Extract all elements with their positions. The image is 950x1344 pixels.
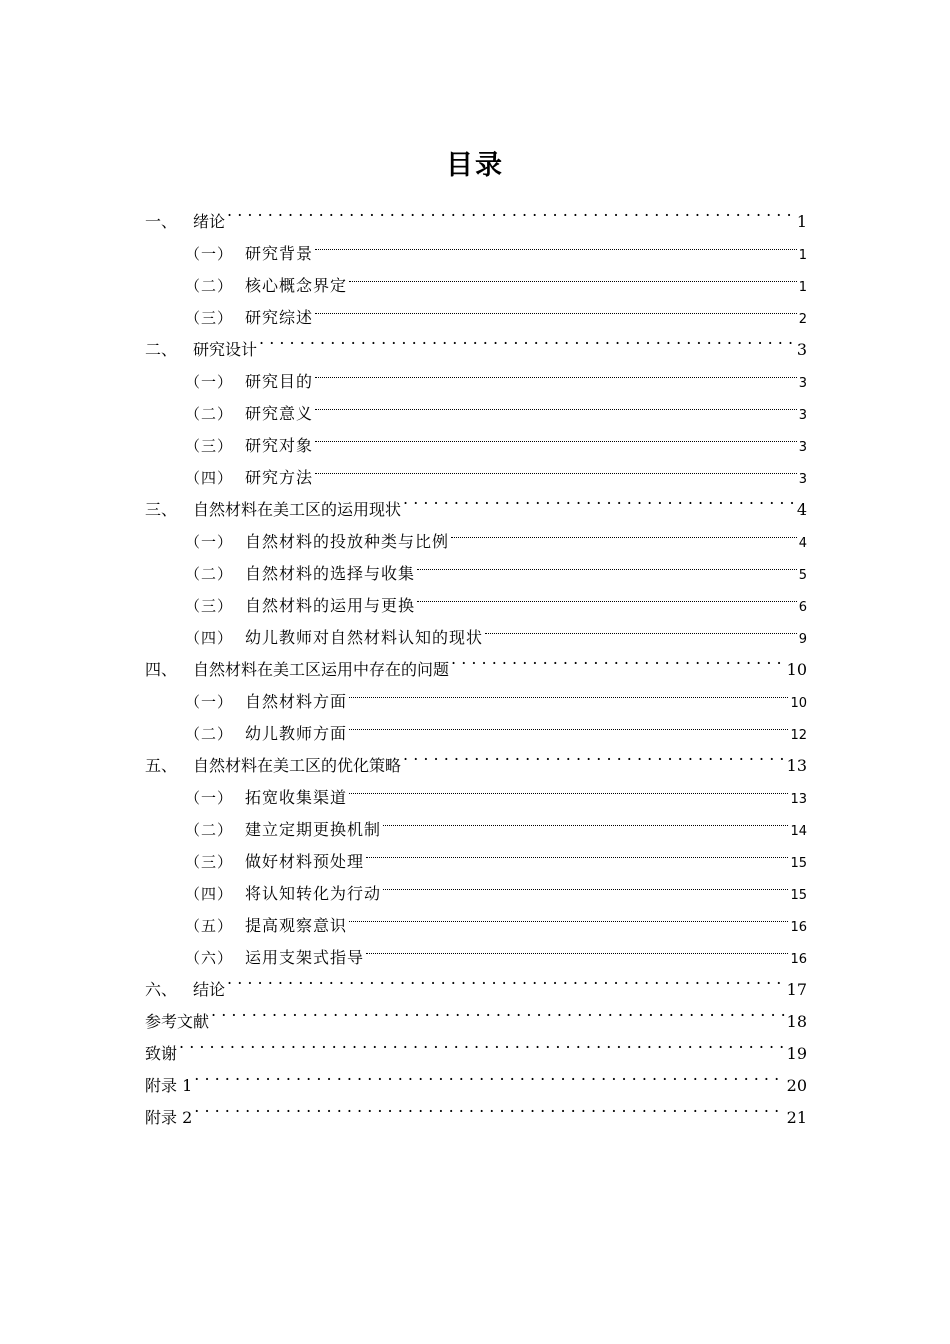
toc-entry-page: 14 [790, 824, 807, 839]
toc-title: 目录 [446, 150, 504, 181]
toc-entry[interactable] [145, 1091, 807, 1127]
dot-leader [383, 867, 788, 899]
dot-leader [349, 259, 797, 291]
toc-entry-number: 二、 [145, 340, 178, 359]
toc-entry-number: （一） [185, 245, 234, 263]
toc-entry-page: 1 [798, 280, 807, 295]
toc-entry[interactable] [145, 1027, 807, 1063]
toc-entry-page: 3 [798, 376, 807, 391]
toc-entry-number: （三） [185, 597, 234, 615]
dot-leader [349, 675, 788, 707]
toc-entry-label: 自然材料在美工区的优化策略 [193, 756, 402, 775]
toc-entry-page: 13 [786, 756, 807, 775]
toc-entry-page: 10 [790, 696, 807, 711]
dot-leader [211, 995, 785, 1027]
toc-entry-label: 自然材料在美工区的运用现状 [193, 500, 402, 519]
toc-entry-number: （四） [185, 885, 234, 903]
toc-entry-label: 提高观察意识 [245, 916, 348, 935]
toc-entry[interactable] [145, 227, 807, 263]
toc-entry-label: 附录 2 [145, 1108, 193, 1127]
toc-entry-page: 3 [798, 472, 807, 487]
dot-leader [315, 355, 797, 387]
dot-leader [417, 547, 797, 579]
toc-entry-page: 4 [798, 536, 807, 551]
toc-entry-label: 研究方法 [245, 468, 314, 487]
toc-entry-label: 结论 [193, 980, 226, 999]
toc-entry-number: （三） [185, 853, 234, 871]
toc-entry-number: （二） [185, 565, 234, 583]
toc-entry-label: 绪论 [193, 212, 226, 231]
toc-entry-page: 6 [798, 600, 807, 615]
toc-entry-label: 拓宽收集渠道 [245, 788, 348, 807]
toc-entry-number: （三） [185, 309, 234, 327]
dot-leader [366, 835, 788, 867]
toc-entry-page: 18 [786, 1012, 807, 1031]
toc-entry-label: 研究设计 [193, 340, 258, 359]
toc-entry-page: 21 [786, 1108, 807, 1127]
toc-entry-page: 12 [790, 728, 807, 743]
dot-leader [315, 387, 797, 419]
dot-leader [349, 707, 788, 739]
toc-entry-page: 17 [786, 980, 807, 999]
toc-entry-label: 幼儿教师方面 [245, 724, 348, 743]
toc-entry-page: 20 [786, 1076, 807, 1095]
toc-entry-number: 一、 [145, 212, 178, 231]
table-of-contents [145, 195, 807, 1127]
toc-entry-page: 9 [798, 632, 807, 647]
dot-leader [315, 291, 797, 323]
toc-entry-label: 研究背景 [245, 244, 314, 263]
dot-leader [417, 579, 797, 611]
toc-entry-label: 研究综述 [245, 308, 314, 327]
toc-entry-label: 致谢 [145, 1044, 178, 1063]
toc-entry-label: 研究目的 [245, 372, 314, 391]
toc-entry-label: 自然材料的选择与收集 [245, 564, 416, 583]
dot-leader [485, 611, 797, 643]
dot-leader [403, 739, 785, 771]
toc-entry-number: （一） [185, 693, 234, 711]
toc-entry-number: （一） [185, 533, 234, 551]
toc-entry-page: 16 [790, 952, 807, 967]
dot-leader [403, 483, 795, 515]
dot-leader [315, 419, 797, 451]
toc-entry-page: 13 [790, 792, 807, 807]
toc-entry-page: 3 [798, 440, 807, 455]
dot-leader [259, 323, 795, 355]
dot-leader [315, 451, 797, 483]
dot-leader [179, 1027, 785, 1059]
toc-entry-label: 做好材料预处理 [245, 852, 365, 871]
toc-entry-label: 核心概念界定 [245, 276, 348, 295]
dot-leader [451, 643, 785, 675]
toc-entry-number: （四） [185, 469, 234, 487]
toc-entry[interactable] [145, 1059, 807, 1095]
toc-entry-label: 运用支架式指导 [245, 948, 365, 967]
toc-entry-number: （三） [185, 437, 234, 455]
dot-leader [315, 227, 797, 259]
dot-leader [227, 195, 795, 227]
toc-entry-label: 自然材料的运用与更换 [245, 596, 416, 615]
toc-entry-number: （一） [185, 789, 234, 807]
toc-entry-page: 19 [786, 1044, 807, 1063]
toc-entry[interactable] [145, 963, 807, 999]
toc-entry-number: （二） [185, 405, 234, 423]
toc-entry-number: （二） [185, 821, 234, 839]
dot-leader [194, 1091, 784, 1123]
toc-entry-page: 3 [798, 408, 807, 423]
toc-entry-number: 五、 [145, 756, 178, 775]
toc-entry-number: （六） [185, 949, 234, 967]
dot-leader [349, 771, 788, 803]
toc-entry-page: 2 [798, 312, 807, 327]
dot-leader [349, 899, 788, 931]
toc-entry-page: 15 [790, 856, 807, 871]
toc-entry-page: 4 [796, 500, 807, 519]
toc-entry-label: 建立定期更换机制 [245, 820, 382, 839]
toc-entry-page: 1 [796, 212, 807, 231]
toc-entry-number: （二） [185, 277, 234, 295]
toc-entry-page: 1 [798, 248, 807, 263]
toc-entry-label: 研究意义 [245, 404, 314, 423]
toc-entry[interactable] [145, 995, 807, 1031]
toc-entry-label: 自然材料方面 [245, 692, 348, 711]
toc-entry-number: 三、 [145, 500, 178, 519]
dot-leader [451, 515, 797, 547]
toc-entry-number: （五） [185, 917, 234, 935]
dot-leader [366, 931, 788, 963]
dot-leader [383, 803, 788, 835]
dot-leader [227, 963, 785, 995]
toc-entry-number: 四、 [145, 660, 178, 679]
toc-entry-number: （四） [185, 629, 234, 647]
toc-entry-page: 3 [796, 340, 807, 359]
toc-entry-page: 10 [786, 660, 807, 679]
toc-entry-label: 研究对象 [245, 436, 314, 455]
toc-entry-page: 15 [790, 888, 807, 903]
toc-entry-page: 16 [790, 920, 807, 935]
toc-entry-number: 六、 [145, 980, 178, 999]
toc-entry-label: 附录 1 [145, 1076, 193, 1095]
toc-entry-label: 将认知转化为行动 [245, 884, 382, 903]
toc-entry-page: 5 [798, 568, 807, 583]
toc-entry-label: 自然材料的投放种类与比例 [245, 532, 450, 551]
toc-entry-number: （一） [185, 373, 234, 391]
toc-entry-label: 幼儿教师对自然材料认知的现状 [245, 628, 484, 647]
toc-entry-label: 参考文献 [145, 1012, 210, 1031]
dot-leader [194, 1059, 784, 1091]
toc-entry[interactable] [145, 195, 807, 231]
toc-entry-number: （二） [185, 725, 234, 743]
toc-entry-label: 自然材料在美工区运用中存在的问题 [193, 660, 450, 679]
